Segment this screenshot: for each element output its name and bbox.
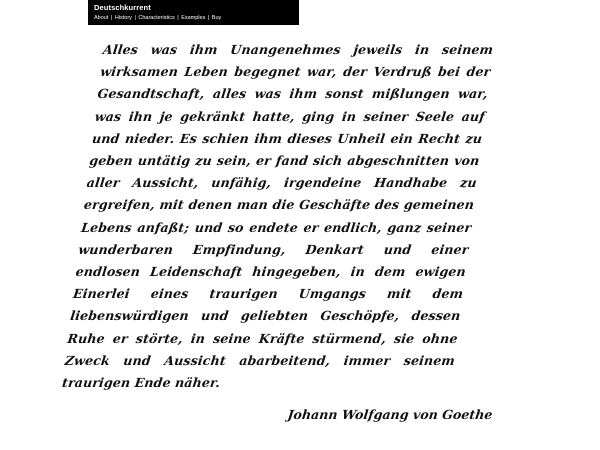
nav-separator: |	[207, 15, 210, 21]
site-header	[88, 0, 299, 25]
quote-paragraph: Alles was ihm Unangenehmes jeweils in seinem wirksamen Leben begegnet war, der Verdruß bei der Gesandtschaft, alles was ihm sonst mißlungen war, was ihn je gekränkt hatte, ging in seiner Seele auf und nieder. Es schien ihm dieses Unheil ein Recht zu geben untätig zu sein, er fand sich abgeschnitten von aller Aussicht, unfähig, irgendeine Handhabe zu ergreifen, mit denen man die Geschäfte des gemeinen Lebens anfaßt; und so endete er endlich, ganz seiner wunderbaren Empfindung, Denkart und einer endlosen Leidenschaft hingegeben, in dem ewigen Einerlei eines traurigen Umgangs mit dem liebenswürdigen und geliebten Geschöpfe, dessen Ruhe er störte, in seine Kräfte stürmend, sie ohne Zweck und Aussicht abarbeitend, immer seinem traurigen Ende näher.	[61, 42, 495, 391]
brand-title: Deutschkurrent	[94, 3, 151, 12]
nav-item-history[interactable]: History	[114, 15, 132, 21]
nav-item-buy[interactable]: Buy	[211, 15, 222, 21]
nav-separator: |	[110, 15, 113, 21]
main-navigation	[88, 14, 299, 25]
main-content	[0, 34, 600, 426]
quote-attribution: Johann Wolfgang von Goethe	[286, 407, 494, 423]
nav-separator: |	[134, 15, 136, 21]
nav-item-about[interactable]: About	[94, 15, 109, 21]
nav-item-characteristics[interactable]: Characteristics	[138, 15, 175, 21]
nav-separator: |	[177, 15, 179, 21]
nav-item-examples[interactable]: Examples	[181, 15, 206, 21]
